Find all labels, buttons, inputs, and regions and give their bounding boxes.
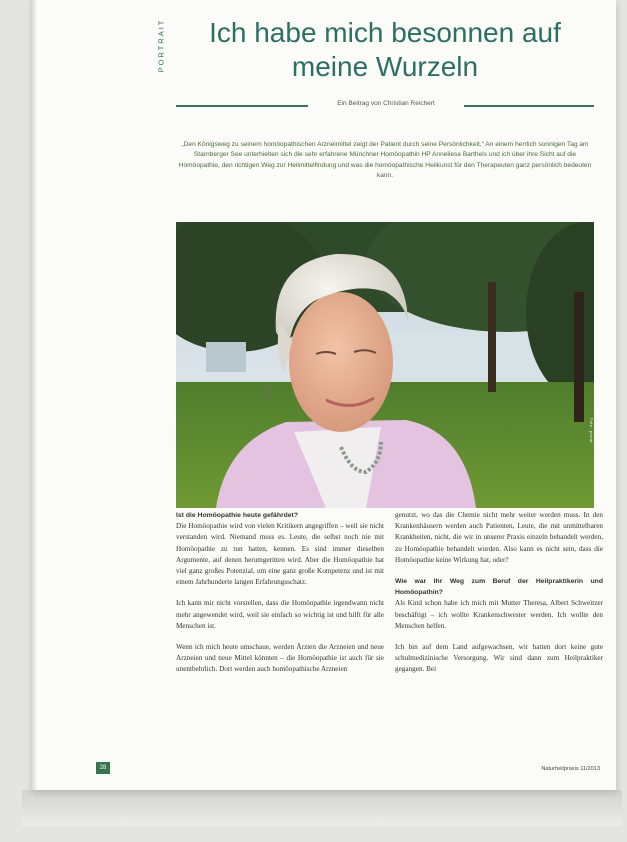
body-paragraph: genutzt, wo das die Chemie nicht mehr weiter werden muss. In den Krankenhäusern werden auch Patienten, Leute, die mit unmittelbaren Krankheiten, nicht, die wir in unserer Praxis einzeln behandelt werden, zu Homöopathie behandelt wurden. Also kann es nicht sein, dass die Homöopathie keine Wirkung hat, oder? <box>395 511 603 564</box>
body-paragraph: Die Homöopathie wird von vielen Kritikern angegriffen – weil sie nicht verstanden wird. Niemand muss es. Leute, die selbst noch nie mit Homöopathie zu tun hatten, kennen. Es sind immer dieselben Argumente, auf denen herumgeritten wird. Aber die Homöopathie hat viel ganz großes Potenzial, um eine ganz große Kompetenz und ist mit einem Jahrhunderte langen Erfahrungsschatz. <box>176 522 384 587</box>
byline-rule-right <box>464 105 594 107</box>
body-paragraph: Ich bin auf dem Land aufgewachsen, wir hatten dort keine gute schulmedizinische Versorgung. Wir sind dann zum Heilpraktiker gegangen. Bei <box>395 643 603 674</box>
byline-row <box>176 100 594 112</box>
text-column-left <box>176 510 384 780</box>
footer-issue: Naturheilpraxis 11/2013 <box>541 766 600 772</box>
page-number: 28 <box>96 762 110 774</box>
body-paragraph: Wenn ich mich heute umschaue, werden Ärzten die Arzneien und neue Arzneien und neue Mittel könnten – die Homöopathie ist auch für sie unentbehrlich. Dort werden auch homöopathische Arzneien <box>176 643 384 674</box>
body-paragraph: Ich kann mir nicht vorstellen, dass die Homöopathie irgendwann nicht mehr angewendet wird, weil sie einfach so wichtig ist und hilft für alle Menschen ist. <box>176 599 384 630</box>
byline: Ein Beitrag von Christian Reichert <box>337 100 435 107</box>
interview-question: Wie war Ihr Weg zum Beruf der Heilpraktikerin und Homöopathin? <box>395 578 603 597</box>
interview-question: Ist die Homöopathie heute gefährdet? <box>176 512 298 519</box>
photo-credit: Foto: privat <box>589 418 593 443</box>
article-title: Ich habe mich besonnen auf meine Wurzeln <box>209 17 561 82</box>
body-paragraph: Als Kind schon habe ich mich mit Mutter Theresa, Albert Schweitzer beschäftigt – ich wollte Krankenschwester werden. Ich wollte den Menschen helfen. <box>395 599 603 630</box>
section-label-text: PORTRAIT <box>156 18 166 73</box>
text-column-right <box>395 510 603 780</box>
page-binding-edge <box>30 0 37 790</box>
portrait-photo-illustration <box>176 222 594 508</box>
page-shadow <box>22 790 622 826</box>
portrait-photo <box>176 222 594 508</box>
lead-paragraph: „Den Königsweg zu seinem homöopathischen Arzneimittel zeigt der Patient durch seine Persönlichkeit.“ An einem herrlich sonnigen Tag am Starnberger See unterhielten sich die sehr erfahrene Münchner Homöopathin HP Anneliese Barthels und ich über ihre Sicht auf die Homöopathie, den richtigen Weg zur Heilmittelfindung und was die homöopathische Heilkunst für den Therapeuten ganz persönlich bedeuten kann. <box>178 141 592 180</box>
byline-rule-left <box>176 105 308 107</box>
